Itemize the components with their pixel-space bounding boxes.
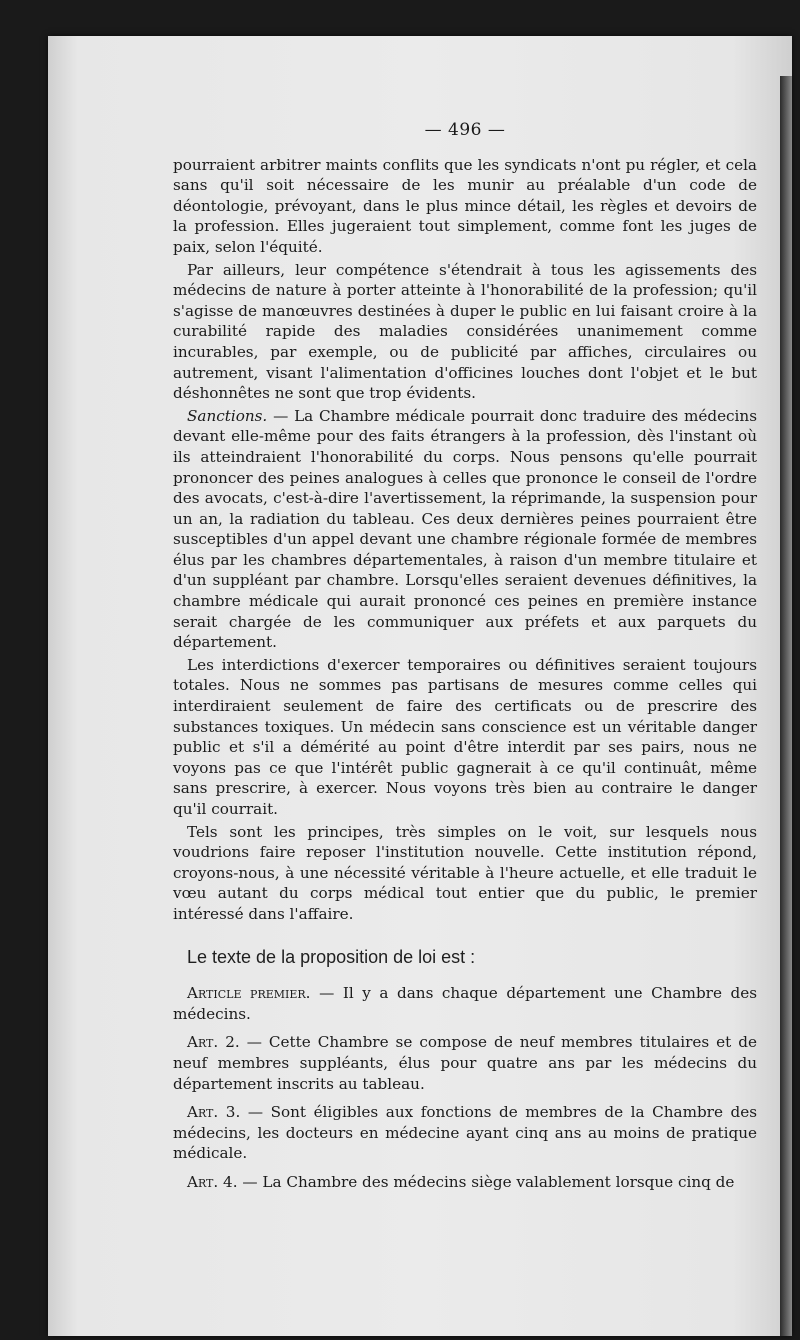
article-text: — La Chambre des médecins siège valablement lorsque cinq de (237, 1172, 735, 1191)
text-column (173, 120, 757, 1201)
article-3 (173, 1102, 757, 1164)
article-1 (173, 983, 757, 1024)
article-label: Art. 3. (187, 1103, 241, 1122)
article-label: Art. 4. (187, 1172, 238, 1191)
article-label: Article premier. (187, 984, 311, 1003)
sanctions-label: Sanctions. (187, 406, 268, 425)
paragraph-principes: Tels sont les principes, très simples on le voit, sur lesquels nous voudrions faire reposer l'institution nouvelle. Cette institution répond, croyons-nous, à une nécessité véritable à l'heure actuelle, et elle traduit le vœu autant du corps médical tout entier que du public, le premier intéressé dans l'affaire. (173, 822, 757, 923)
page-number: — 496 — (424, 120, 506, 140)
sanctions-text: — La Chambre médicale pourrait donc traduire des médecins devant elle-même pour des faits étrangers à la profession, dès l'instant où ils atteindraient l'honorabilité du corps. Nous pensons qu'elle pourrait prononcer des peines analogues à celles que prononce le conseil de l'ordre des avocats, c'est-à-dire l'avertissement, la réprimande, la suspension pour un an, la radiation du tableau. Ces deux dernières peines pourraient être susceptibles d'un appel devant une chambre régionale formée de membres élus par les chambres départementales, à raison d'un membre titulaire et d'un suppléant par chambre. Lorsqu'elles seraient devenues définitives, la chambre médicale qui aurait prononcé ces peines en première instance serait chargée de les communiquer aux préfets et aux parquets du département. (173, 406, 757, 652)
article-label: Art. 2. (187, 1033, 240, 1052)
article-4 (173, 1172, 757, 1193)
article-text: — Cette Chambre se compose de neuf membres titulaires et de neuf membres suppléants, élus pour quatre ans par les médecins du département inscrits au tableau. (173, 1033, 757, 1093)
paragraph-interdictions: Les interdictions d'exercer temporaires ou définitives seraient toujours totales. Nous ne sommes pas partisans de mesures comme celles qui interdiraient seulement de faire des certificats ou de prescrire des substances toxiques. Un médecin sans conscience est un véritable danger public et s'il a démérité au point d'être interdit par ses pairs, nous ne voyons pas ce que l'intérêt public gagnerait à ce qu'il continuât, même sans prescrire, à exercer. Nous voyons très bien au contraire le danger qu'il courrait. (173, 655, 757, 818)
section-heading: Le texte de la proposition de loi est : (187, 946, 476, 967)
article-2 (173, 1032, 757, 1094)
paragraph-continuation: pourraient arbitrer maints conflits que les syndicats n'ont pu régler, et cela sans qu'il soit nécessaire de les munir au préalable d'un code de déontologie, prévoyant, dans le plus mince détail, les règles et devoirs de la profession. Elles jugeraient tout simplement, comme font les juges de paix, selon l'équité. (173, 155, 757, 256)
page-edge-shadow (780, 76, 792, 1336)
paragraph-sanctions (173, 406, 757, 653)
paragraph-competence: Par ailleurs, leur compétence s'étendrait à tous les agissements des médecins de nature à porter atteinte à l'honorabilité de la profession; qu'il s'agisse de manœuvres destinées à duper le public en lui faisant croire à la curabilité rapide des maladies considérées unanimement comme incurables, par exemple, ou de publicité par affiches, circulaires ou autrement, visant l'alimentation d'officines louches dont l'objet et le but déshonnêtes ne sont que trop évidents. (173, 260, 757, 403)
article-text: — Sont éligibles aux fonctions de membres de la Chambre des médecins, les docteurs en médecine ayant cinq ans au moins de pratique médicale. (173, 1103, 757, 1163)
article-text: — Il y a dans chaque département une Chambre des médecins. (173, 984, 757, 1023)
